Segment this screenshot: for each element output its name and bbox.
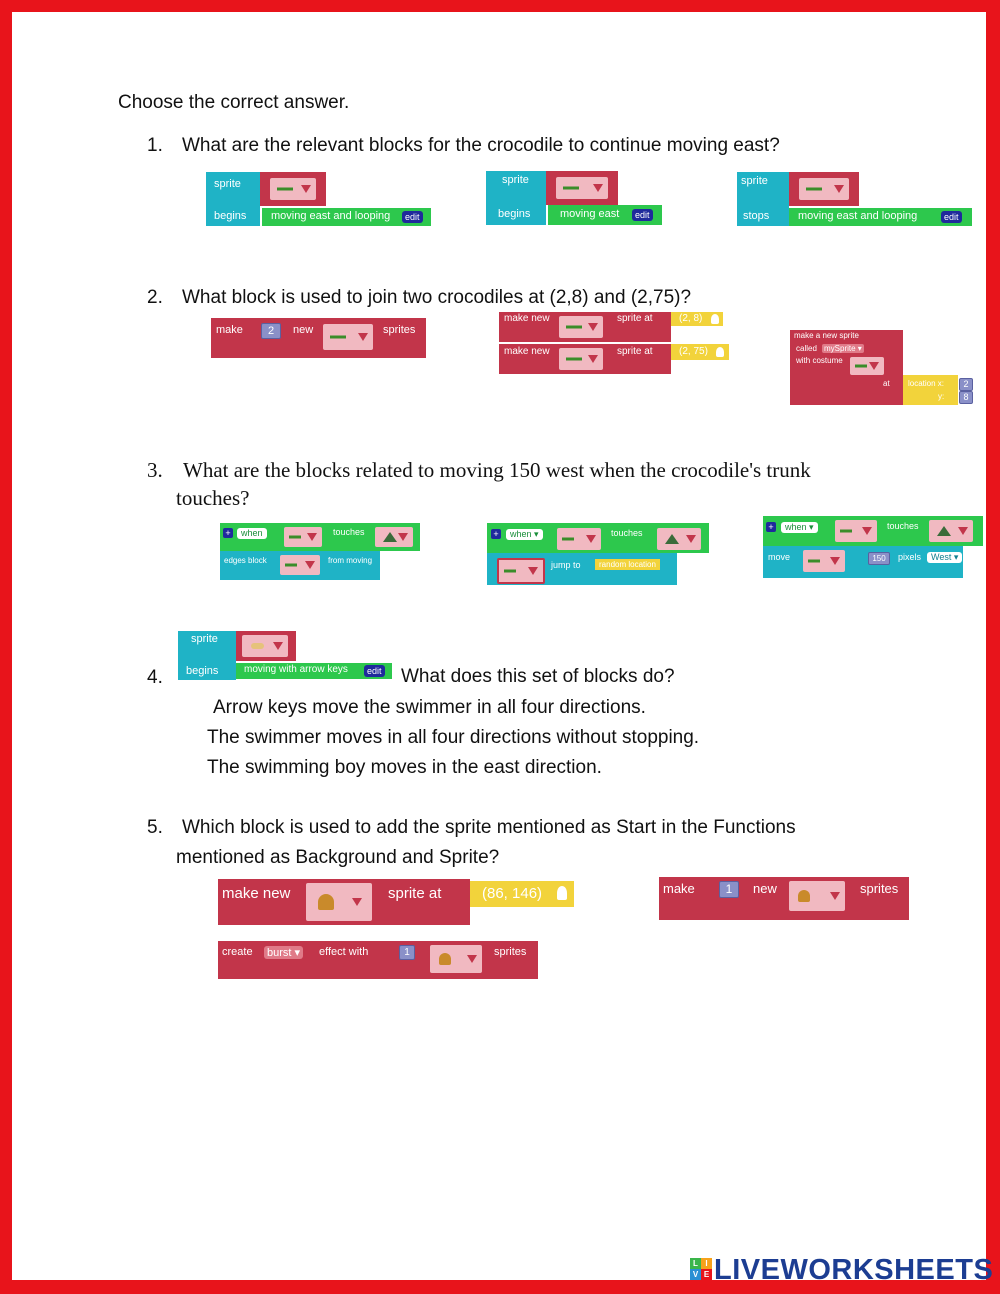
make-label: make xyxy=(663,881,695,896)
logo-text: LIVEWORKSHEETS xyxy=(714,1254,994,1286)
called-label: called xyxy=(796,344,817,353)
q5-option-b[interactable] xyxy=(659,877,909,920)
q5-number: 5. xyxy=(147,817,163,838)
chevron-down-icon xyxy=(834,185,844,193)
chevron-down-icon xyxy=(830,892,840,900)
touches-label: touches xyxy=(887,521,919,531)
location-1: (2, 8) xyxy=(679,313,703,324)
q5-option-c[interactable] xyxy=(218,941,538,979)
edit-button: edit xyxy=(941,211,962,223)
crocodile-icon xyxy=(566,358,582,361)
crocodile-dropdown xyxy=(559,348,603,370)
make-label: make xyxy=(216,324,243,336)
edges-block-label: edges block xyxy=(224,556,267,565)
q4-text: What does this set of blocks do? xyxy=(401,666,675,687)
crocodile-dropdown xyxy=(850,357,884,375)
logo-mark xyxy=(690,1258,712,1280)
boy-dropdown xyxy=(430,945,482,973)
y-label: y: xyxy=(938,392,945,401)
begins-label: begins xyxy=(186,665,219,677)
location-value: (86, 146) xyxy=(482,885,543,902)
q3-option-a[interactable] xyxy=(220,523,420,580)
sprite-name-dropdown: mySprite ▾ xyxy=(824,344,862,353)
mountain-dropdown xyxy=(375,527,413,547)
chevron-down-icon xyxy=(398,533,408,541)
crocodile-dropdown xyxy=(497,558,545,584)
crocodile-icon xyxy=(330,336,346,339)
q1-number: 1. xyxy=(147,135,163,156)
crocodile-icon xyxy=(855,365,867,368)
swimmer-icon xyxy=(251,643,264,649)
q5-text-line1: Which block is used to add the sprite mentioned as Start in the Functions xyxy=(182,817,796,838)
location-x-label: location x: xyxy=(908,379,945,388)
boy-dropdown xyxy=(789,881,845,911)
begins-label: begins xyxy=(498,208,531,220)
pixels-label: pixels xyxy=(898,552,922,562)
sprite-at-label: sprite at xyxy=(617,346,653,357)
logo-letter: L xyxy=(690,1258,701,1269)
crocodile-icon xyxy=(808,560,820,563)
q4-answer-1[interactable]: Arrow keys move the swimmer in all four directions. xyxy=(213,697,646,718)
behavior-label: moving east and looping xyxy=(271,210,391,222)
sprite-at-label: sprite at xyxy=(617,313,653,324)
q2-option-a[interactable] xyxy=(211,318,426,358)
lightbulb-icon xyxy=(557,886,567,900)
crocodile-dropdown xyxy=(803,550,845,572)
crocodile-dropdown xyxy=(557,528,601,550)
crocodile-icon xyxy=(285,564,297,567)
make-new-label: make new xyxy=(504,346,550,357)
logo-letter: E xyxy=(701,1269,712,1280)
crocodile-icon xyxy=(277,188,293,191)
random-location-slot: random location xyxy=(595,559,660,570)
behavior-label: moving with arrow keys xyxy=(244,664,348,675)
q5-text-line2: mentioned as Background and Sprite? xyxy=(176,847,500,868)
chevron-down-icon xyxy=(273,642,283,650)
crocodile-icon xyxy=(563,187,579,190)
crocodile-dropdown xyxy=(323,324,373,350)
sprite-label: sprite xyxy=(502,174,529,186)
q2-number: 2. xyxy=(147,287,163,308)
chevron-down-icon xyxy=(686,535,696,543)
q3-text-line1: What are the blocks related to moving 150 west when the crocodile's trunk xyxy=(183,458,811,482)
behavior-label: moving east xyxy=(560,208,620,220)
sprite-label: sprite xyxy=(214,178,241,190)
chevron-down-icon xyxy=(301,185,311,193)
instructions: Choose the correct answer. xyxy=(118,92,350,113)
from-moving-label: from moving xyxy=(328,556,373,565)
chevron-down-icon xyxy=(830,557,840,565)
q3-number: 3. xyxy=(147,458,163,482)
when-dropdown: when xyxy=(237,528,267,539)
location-2: (2, 75) xyxy=(679,346,708,357)
crocodile-dropdown xyxy=(799,178,849,200)
chevron-down-icon xyxy=(305,561,315,569)
chevron-down-icon xyxy=(586,535,596,543)
effect-with-label: effect with xyxy=(319,946,369,958)
edit-button: edit xyxy=(402,211,423,223)
direction-dropdown: West ▾ xyxy=(927,552,962,563)
q2-text: What block is used to join two crocodiles at (2,8) and (2,75)? xyxy=(182,287,692,308)
mountain-icon xyxy=(937,526,951,536)
mountain-dropdown xyxy=(929,520,973,542)
chevron-down-icon xyxy=(862,527,872,535)
crocodile-dropdown xyxy=(835,520,877,542)
effect-dropdown: burst ▾ xyxy=(264,946,303,959)
boy-icon xyxy=(318,894,334,910)
crocodile-icon xyxy=(566,326,582,329)
chevron-down-icon xyxy=(958,527,968,535)
sprites-label: sprites xyxy=(860,881,899,896)
plus-icon: + xyxy=(766,522,776,532)
create-label: create xyxy=(222,946,253,958)
new-label: new xyxy=(293,324,314,336)
crocodile-icon xyxy=(840,530,852,533)
q1-option-a[interactable] xyxy=(206,172,431,226)
x-value: 2 xyxy=(959,378,973,391)
crocodile-dropdown xyxy=(559,316,603,338)
q2-option-c[interactable] xyxy=(790,330,975,405)
count-value: 1 xyxy=(719,881,739,898)
jump-to-label: jump to xyxy=(551,560,581,570)
swimmer-dropdown xyxy=(242,635,288,657)
q4-answer-2[interactable]: The swimmer moves in all four directions without stopping. xyxy=(207,727,700,748)
costume-label: with costume xyxy=(796,356,843,365)
q2-option-b[interactable] xyxy=(499,312,731,374)
crocodile-icon xyxy=(806,188,822,191)
plus-icon: + xyxy=(223,528,233,538)
q4-answer-3[interactable]: The swimming boy moves in the east direction. xyxy=(207,757,602,778)
count-value: 2 xyxy=(261,323,281,339)
plus-icon: + xyxy=(491,529,501,539)
behavior-label: moving east and looping xyxy=(798,210,918,222)
stops-label: stops xyxy=(743,210,770,222)
mountain-icon xyxy=(665,534,679,544)
q4-block xyxy=(178,631,392,680)
chevron-down-icon xyxy=(528,567,538,575)
chevron-down-icon xyxy=(358,333,368,341)
new-label: new xyxy=(753,881,777,896)
chevron-down-icon xyxy=(307,533,317,541)
logo-letter: I xyxy=(701,1258,712,1269)
edit-button: edit xyxy=(632,209,653,221)
q5-option-a[interactable] xyxy=(218,879,574,925)
logo-letter: V xyxy=(690,1269,701,1280)
touches-label: touches xyxy=(611,528,643,538)
chevron-down-icon xyxy=(352,898,362,906)
y-value: 8 xyxy=(959,391,973,404)
q1-text: What are the relevant blocks for the crocodile to continue moving east? xyxy=(182,135,780,156)
make-new-label: make new xyxy=(222,885,291,902)
chevron-down-icon xyxy=(869,362,879,370)
q1-option-b[interactable] xyxy=(486,171,664,225)
chevron-down-icon xyxy=(588,355,598,363)
lightbulb-icon xyxy=(716,347,724,357)
crocodile-icon xyxy=(289,536,301,539)
chevron-down-icon xyxy=(588,323,598,331)
crocodile-dropdown xyxy=(270,178,316,200)
make-sprite-block xyxy=(790,330,903,405)
q1-option-c[interactable] xyxy=(737,172,972,226)
sprites-label: sprites xyxy=(494,946,527,958)
q3-option-b[interactable] xyxy=(487,523,709,585)
sprites-label: sprites xyxy=(383,324,416,336)
q3-text-line2: touches? xyxy=(176,486,250,510)
crocodile-dropdown xyxy=(284,527,322,547)
crocodile-dropdown xyxy=(556,177,608,199)
crocodile-dropdown xyxy=(280,555,320,575)
q4-number: 4. xyxy=(147,667,163,688)
crocodile-icon xyxy=(504,570,516,573)
sprite-at-label: sprite at xyxy=(388,885,442,902)
when-dropdown: when ▾ xyxy=(506,529,543,540)
mountain-dropdown xyxy=(657,528,701,550)
touches-label: touches xyxy=(333,527,365,537)
edit-button: edit xyxy=(364,665,385,677)
make-sprite-label: make a new sprite xyxy=(794,331,859,340)
chevron-down-icon xyxy=(467,955,477,963)
make-new-label: make new xyxy=(504,313,550,324)
sprite-label: sprite xyxy=(191,633,218,645)
boy-icon xyxy=(439,953,451,965)
begins-label: begins xyxy=(214,210,247,222)
boy-dropdown xyxy=(306,883,372,921)
mountain-icon xyxy=(383,532,397,542)
sprite-label: sprite xyxy=(741,175,768,187)
move-label: move xyxy=(768,552,791,562)
lightbulb-icon xyxy=(711,314,719,324)
amount-value: 150 xyxy=(868,552,890,565)
crocodile-icon xyxy=(562,538,574,541)
chevron-down-icon xyxy=(593,184,603,192)
at-label: at xyxy=(883,379,890,388)
boy-icon xyxy=(798,890,810,902)
count-value: 1 xyxy=(399,945,415,960)
when-dropdown: when ▾ xyxy=(781,522,818,533)
q3-option-c[interactable] xyxy=(763,516,983,578)
